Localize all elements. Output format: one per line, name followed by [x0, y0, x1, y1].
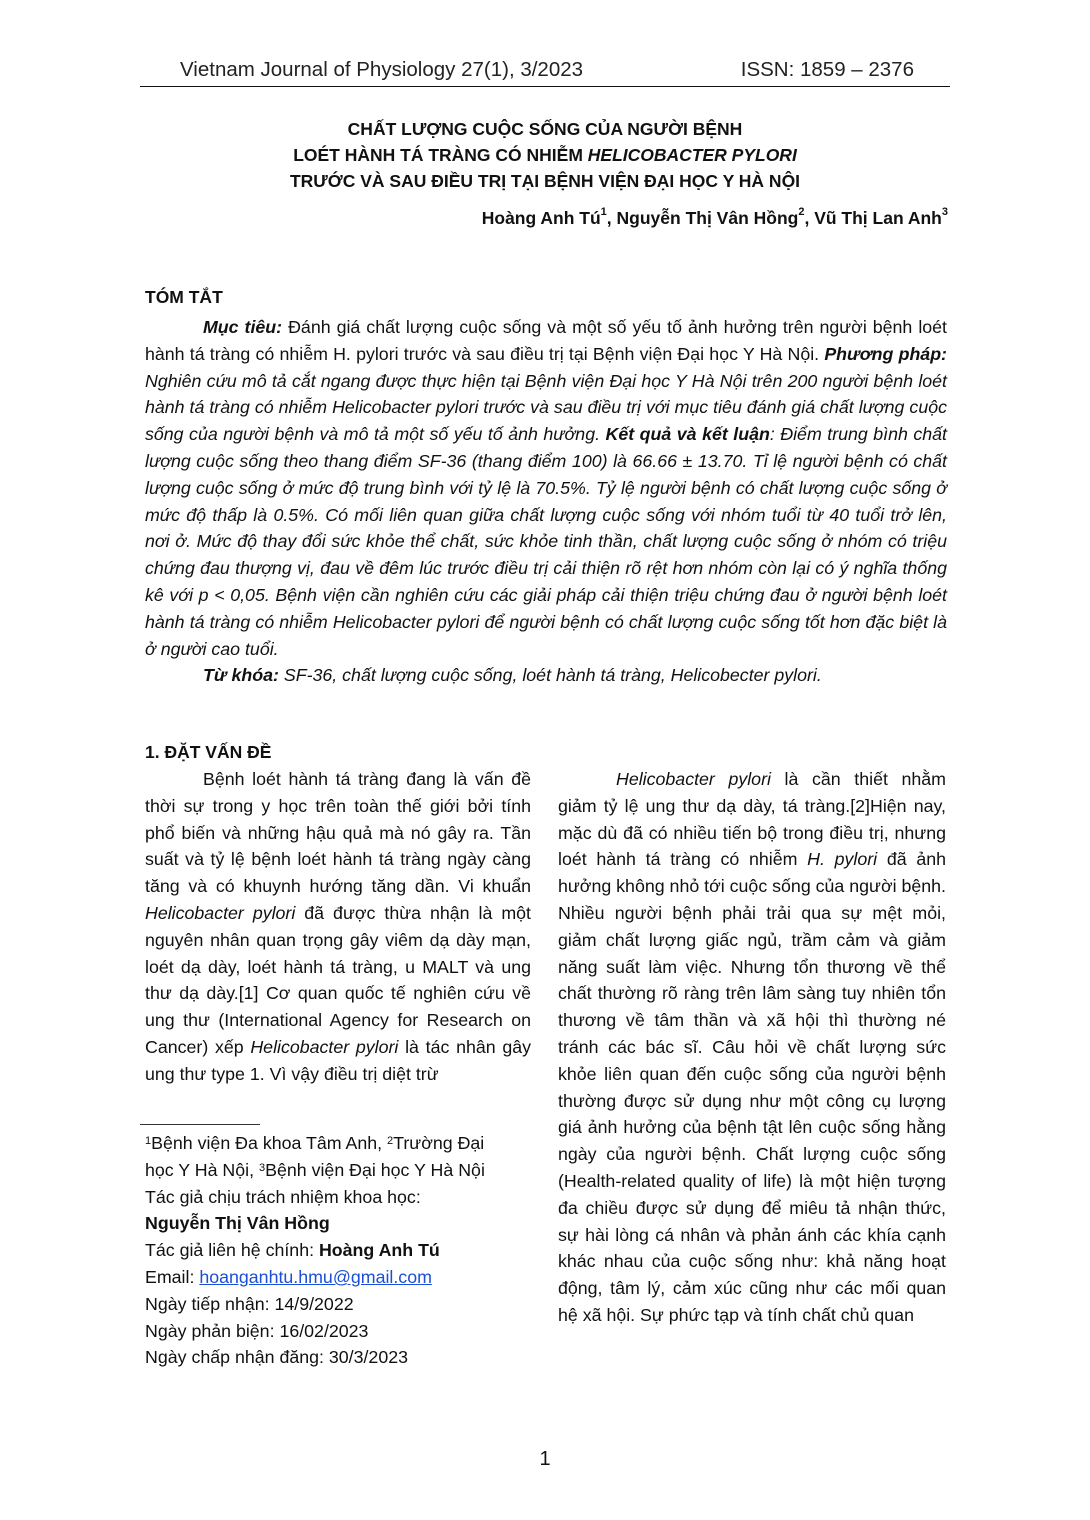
keywords: Từ khóa: SF-36, chất lượng cuộc sống, loét hành tá tràng, Helicobecter pylori. [203, 665, 822, 686]
body-paragraph: Helicobacter pylori là cần thiết nhằm giảm tỷ lệ ung thư dạ dày, tá tràng.[2]Hiện nay, mặc dù đã có nhiều tiến bộ trong điều trị, nhưng loét hành tá tràng có nhiễm H. pylori đã ảnh hưởng không nhỏ tới cuộc sống của người bệnh. Nhiều người bệnh phải trải qua sự mệt mỏi, giảm chất lượng giấc ngủ, trầm cảm và giảm năng suất làm việc. Nhưng tổn thương về thể chất thường rõ ràng trên lâm sàng tuy nhiên tổn thương về tâm thần và xã hội thì thường né tránh các bác sĩ. Câu hỏi về chất lượng sức khỏe liên quan đến cuộc sống của người bệnh thường được sử dụng như một công cụ lượng giá ảnh hưởng của bệnh tật lên cuộc sống hằng ngày của người bệnh. Chất lượng cuộc sống (Health-related quality of life) là một hiện tượng đa chiều được sử dụng để miêu tả nhận thức, sự hài lòng cá nhân và phản ánh các khía cạnh khác nhau của cuộc sống như: khả năng hoạt động, tâm lý, cảm xúc cũng như các mối quan hệ xã hội. Sự phức tạp và tính chất chủ quan [558, 769, 947, 1325]
author-name: Vũ Thị Lan Anh [814, 208, 942, 228]
accepted-date: Ngày chấp nhận đăng: 30/3/2023 [145, 1347, 408, 1368]
author-name: Hoàng Anh Tú [481, 208, 601, 228]
journal-name: Vietnam Journal of Physiology 27(1), 3/2023 [180, 58, 584, 81]
author-affiliation: 2 [798, 206, 805, 218]
author-name: Nguyễn Thị Vân Hồng [616, 208, 799, 228]
abstract-heading: TÓM TẮT [145, 287, 223, 307]
author-list: Hoàng Anh $Tú^1$, Nguyễn Thị Vân Hồng$^2$, Vũ Thị Lan Anh$^3$ [481, 206, 948, 228]
contact-author: Tác giả liên hệ chính: Hoàng Anh Tú [145, 1240, 440, 1261]
issn: ISSN: 1859 – 2376 [740, 58, 914, 81]
reviewed-date: Ngày phản biện: 16/02/2023 [145, 1320, 369, 1341]
responsible-author-label: Tác giả chịu trách nhiệm khoa học: [145, 1186, 421, 1207]
abstract-paragraph: Mục tiêu: Đánh giá chất lượng cuộc sống và một số yếu tố ảnh hưởng trên người bệnh loét hành tá tràng có nhiễm H. pylori trước và sau điều trị tại Bệnh viện Đại học Y Hà Nội. Phương pháp: Nghiên cứu mô tả cắt ngang được thực hiện tại Bệnh viện Đại học Y Hà Nội trên 200 người bệnh loét hành tá tràng có nhiễm Helicobacter pylori trước và sau điều trị với mục tiêu đánh giá chất lượng cuộc sống của người bệnh và mô tả một số yếu tố ảnh hưởng. Kết quả và kết luận: Điểm trung bình chất lượng cuộc sống theo thang điểm SF-36 (thang điểm 100) là 66.66 ± 13.70. Tỉ lệ người bệnh có chất lượng cuộc sống ở mức độ trung bình với tỷ lệ là 70.5%. Tỷ lệ người bệnh có chất lượng cuộc sống ở mức độ thấp là 0.5%. Có mối liên quan giữa chất lượng cuộc sống với nhóm tuổi từ 40 tuổi trở lên, nơi ở. Mức độ thay đổi sức khỏe thể chất, sức khỏe tinh thần, chất lượng cuộc sống ở nhóm có triệu chứng đau thượng vị, đau về đêm lúc trước điều trị cải thiện rõ rệt hơn nhóm còn lại có ý nghĩa thống kê với p < 0,05. Bệnh viện cần nghiên cứu các giải pháp cải thiện triệu chứng đau ở người bệnh loét hành tá tràng có nhiễm Helicobacter pylori để người bệnh có chất lượng cuộc sống tốt hơn đặc biệt là ở người cao tuổi. [145, 317, 947, 659]
footnote-block [145, 1130, 535, 1371]
title-line-2: LOÉT HÀNH TÁ TRÀNG CÓ NHIỄM HELICOBACTER PYLORI [293, 145, 797, 165]
title-line-3: TRƯỚC VÀ SAU ĐIỀU TRỊ TẠI BỆNH VIỆN ĐẠI HỌC Y HÀ NỘI [289, 171, 801, 191]
email-link[interactable]: hoanganhtu.hmu@gmail.com [199, 1266, 432, 1287]
title-line-1: CHẤT LƯỢNG CUỘC SỐNG CỦA NGƯỜI BỆNH [347, 119, 743, 139]
paper-title [140, 116, 950, 194]
right-column [558, 766, 946, 1329]
page-number: 1 [539, 1448, 551, 1470]
author-affiliation: 3 [941, 206, 948, 218]
abstract-body [145, 314, 947, 689]
affiliations-line-2: học Y Hà Nội, $^3$Bệnh viện Đại học Y Hà Nội [145, 1159, 485, 1180]
author-affiliation: 1 [600, 206, 607, 218]
left-column [145, 766, 531, 1088]
affiliations-line-1: $^1$Bệnh viện Đa khoa Tâm Anh, $^2$Trường Đại [145, 1133, 485, 1153]
received-date: Ngày tiếp nhận: 14/9/2022 [145, 1293, 354, 1314]
body-paragraph: Bệnh loét hành tá tràng đang là vấn đề thời sự trong y học trên toàn thế giới bởi tính phổ biến và những hậu quả mà nó gây ra. Tần suất và tỷ lệ bệnh loét hành tá tràng ngày càng tăng và có khuynh hướng tăng dần. Vi khuẩn Helicobacter pylori đã được thừa nhận là một nguyên nhân quan trọng gây viêm dạ dày mạn, loét dạ dày, loét hành tá tràng, u MALT và ung thư dạ dày.[1] Cơ quan quốc tế nghiên cứu về ung thư (International Agency for Research on Cancer) xếp Helicobacter pylori là tác nhân gây ung thư type 1. Vì vậy điều trị diệt trừ [145, 769, 532, 1084]
responsible-author-name: Nguyễn Thị Vân Hồng [145, 1213, 330, 1234]
email-line: Email: hoanganhtu.hmu@gmail.com [145, 1266, 432, 1287]
section-heading: 1. ĐẶT VẤN ĐỀ [145, 742, 272, 762]
running-header [140, 56, 950, 87]
footnote-divider [140, 1124, 260, 1125]
